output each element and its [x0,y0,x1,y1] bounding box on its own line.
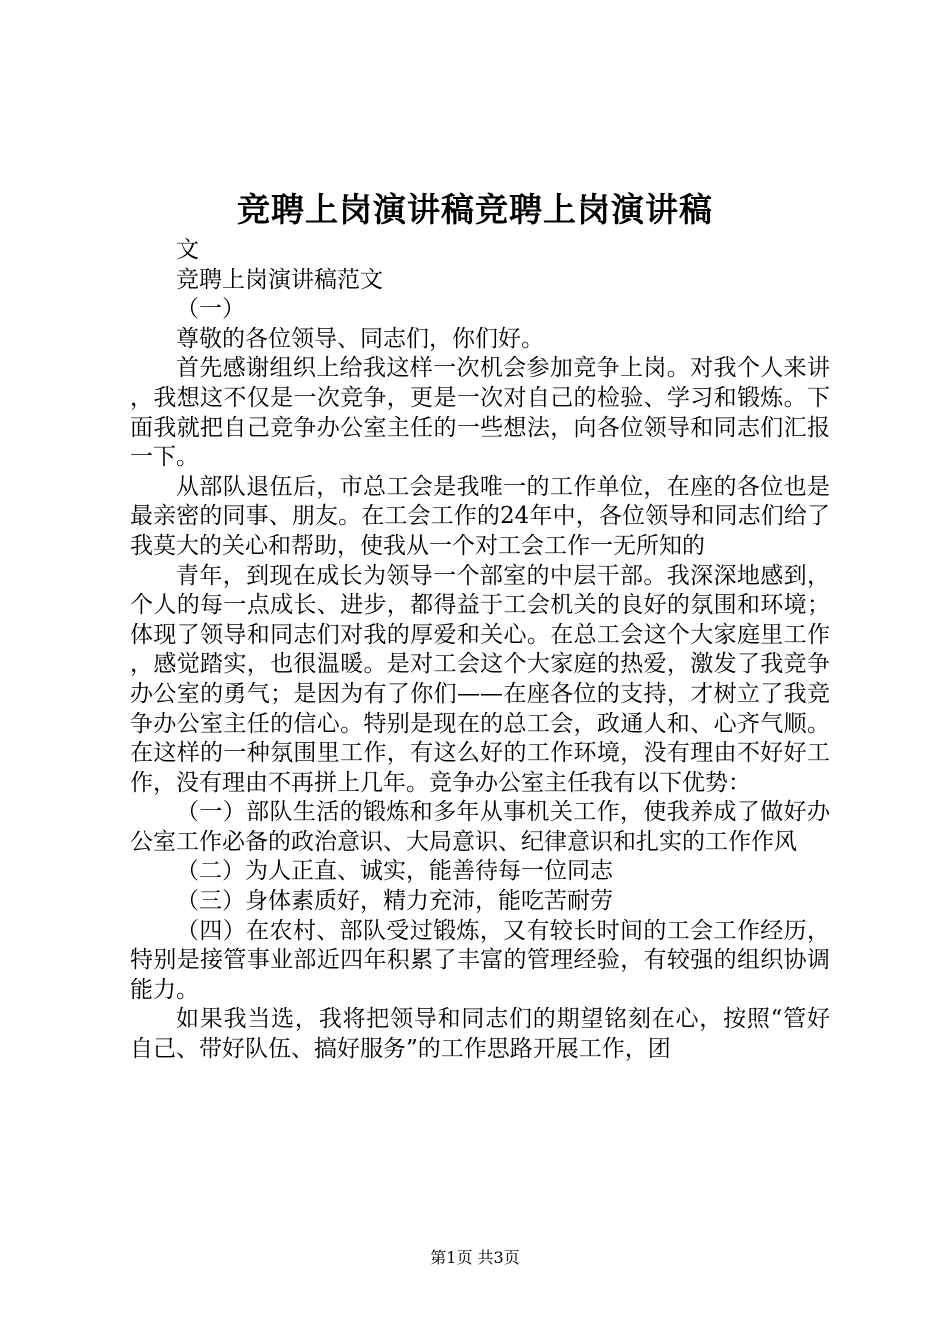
paragraph: 青年，到现在成长为领导一个部室的中层干部。我深深地感到，个人的每一点成长、进步，都得益于工会机关的良好的氛围和环境；体现了领导和同志们对我的厚爱和关心。在总工会这个大家庭里工作，感觉踏实，也很温暖。是对工会这个大家庭的热爱，激发了我竞争办公室的勇气；是因为有了你们——在座各位的支持，才树立了我竞争办公室主任的信心。特别是现在的总工会，政通人和、心齐气顺。在这样的一种氛围里工作，有这么好的工作环境，没有理由不好好工作，没有理由不再拼上几年。竞争办公室主任我有以下优势： [130,562,830,796]
paragraph: 文 [176,237,199,263]
paragraph: （二）为人正直、诚实，能善待每一位同志 [176,858,613,885]
paragraph: 尊敬的各位领导、同志们，你们好。 [176,325,544,352]
document-body [130,236,830,1065]
paragraph: 竞聘上岗演讲稿范文 [176,266,383,293]
paragraph: 从部队退伍后，市总工会是我唯一的工作单位，在座的各位也是最亲密的同事、朋友。在工会工作的24年中，各位领导和同志们给了我莫大的关心和帮助，使我从一个对工会工作一无所知的 [130,473,830,559]
paragraph: （三）身体素质好，精力充沛，能吃苦耐劳 [176,888,613,915]
paragraph: （一） [176,296,245,323]
paragraph: 如果我当选，我将把领导和同志们的期望铭刻在心，按照“管好自己、带好队伍、搞好服务”的工作思路开展工作，团 [130,1006,830,1063]
page-number: 第1页 共3页 [430,1248,520,1267]
paragraph: 首先感谢组织上给我这样一次机会参加竞争上岗。对我个人来讲，我想这不仅是一次竞争，更是一次对自己的检验、学习和锻炼。下面我就把自己竞争办公室主任的一些想法，向各位领导和同志们汇报一下。 [130,355,830,471]
paragraph: （四）在农村、部队受过锻炼，又有较长时间的工会工作经历，特别是接管事业部近四年积累了丰富的管理经验，有较强的组织协调能力。 [130,917,830,1003]
paragraph: （一）部队生活的锻炼和多年从事机关工作，使我养成了做好办公室工作必备的政治意识、大局意识、纪律意识和扎实的工作作风 [130,799,830,855]
document-title: 竞聘上岗演讲稿竞聘上岗演讲稿 [237,190,713,229]
